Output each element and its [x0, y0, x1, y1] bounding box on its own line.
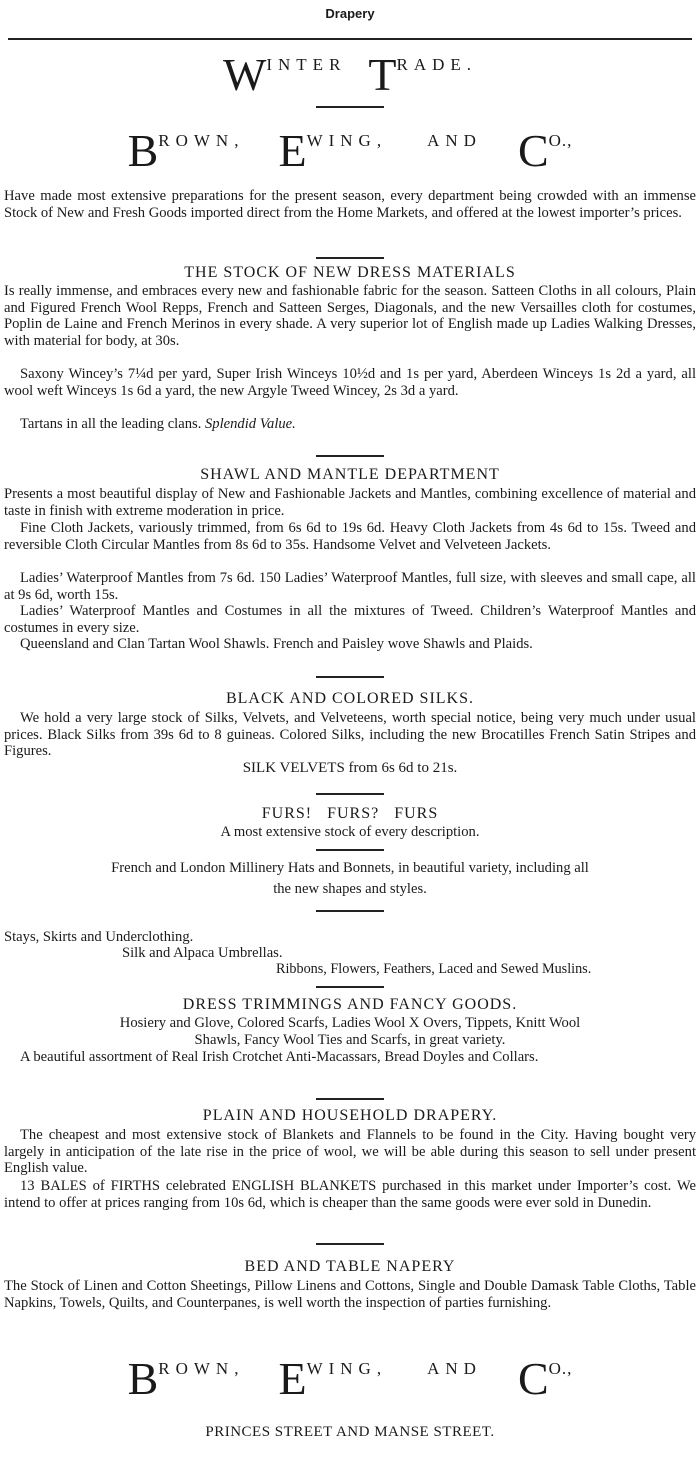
divider: [316, 1098, 384, 1100]
stays-line: Stays, Skirts and Underclothing.: [4, 929, 194, 945]
furs-line: A most extensive stock of every description.: [220, 824, 480, 840]
firm-e-rest: WING,: [306, 1359, 388, 1378]
intro-paragraph: Have made most extensive preparations for the present season, every department being crowded with an immense Stock of New and Fresh Goods imported direct from the Home Markets, and offered at the lowest importer’s prices.: [4, 188, 696, 221]
firm-b-rest: ROWN,: [158, 131, 245, 150]
firm-b-rest: ROWN,: [158, 1359, 245, 1378]
firm-c-rest: O.,: [548, 1359, 573, 1378]
ribbons-line: Ribbons, Flowers, Feathers, Laced and Sewed Muslins.: [276, 961, 592, 977]
divider: [316, 849, 384, 851]
napery-paragraph: The Stock of Linen and Cotton Sheetings, Pillow Linens and Cottons, Single and Double Damask Table Cloths, Table Napkins, Towels, Quilts, and Counterpanes, is well worth the inspection of parties furnishing.: [4, 1278, 696, 1311]
umbrellas-line: Silk and Alpaca Umbrellas.: [122, 945, 283, 961]
firm-name-bottom: [0, 1353, 700, 1404]
silks-heading: BLACK AND COLORED SILKS.: [225, 690, 474, 707]
firm-b-cap: B: [127, 125, 159, 176]
firm-e-cap: E: [278, 1353, 307, 1404]
shawl-paragraph-5: Queensland and Clan Tartan Wool Shawls. French and Paisley wove Shawls and Plaids.: [20, 636, 533, 652]
shawl-paragraph-3: Ladies’ Waterproof Mantles from 7s 6d. 150 Ladies’ Waterproof Mantles, full size, with sleeves and small cape, all at 9s 6d, worth 15s.: [4, 570, 696, 603]
headline-t-rest: RADE.: [396, 55, 478, 74]
shawl-paragraph-4: Ladies’ Waterproof Mantles and Costumes in all the mixtures of Tweed. Children’s Waterproof Mantles and costumes in every size.: [4, 603, 696, 636]
firm-c-rest: O.,: [548, 131, 573, 150]
divider: [316, 257, 384, 259]
millinery-line-2: the new shapes and styles.: [273, 881, 427, 897]
splendid-value-text: Splendid Value.: [205, 416, 296, 432]
headline-w-cap: W: [222, 49, 267, 100]
firm-e-cap: E: [278, 125, 307, 176]
household-paragraph-2: 13 BALES of FIRTHS celebrated ENGLISH BLANKETS purchased in this market under Importer’s cost. We intend to offer at prices ranging from 10s 6d, which is cheaper than the same goods were ever sold in Dunedin.: [4, 1178, 696, 1211]
firm-c-cap: C: [517, 125, 549, 176]
headline-t-cap: T: [368, 49, 397, 100]
trimmings-line-1: Hosiery and Glove, Colored Scarfs, Ladies Wool X Overs, Tippets, Knitt Wool: [119, 1015, 581, 1031]
address-footer: PRINCES STREET AND MANSE STREET.: [205, 1424, 495, 1440]
trimmings-line-2: Shawls, Fancy Wool Ties and Scarfs, in great variety.: [194, 1032, 506, 1048]
dress-paragraph-2: Saxony Wincey’s 7¼d per yard, Super Irish Winceys 10½d and 1s per yard, Aberdeen Winceys 1s 2d a yard, all wool weft Winceys 1s 6d a yard, the new Argyle Tweed Wincey, 2s 3d a yard.: [4, 366, 696, 399]
firm-e-rest: WING,: [306, 131, 388, 150]
trimmings-paragraph: A beautiful assortment of Real Irish Crotchet Anti-Macassars, Bread Doyles and Collars.: [20, 1049, 539, 1065]
divider: [316, 676, 384, 678]
firm-c-cap: C: [517, 1353, 549, 1404]
shawl-paragraph-2: Fine Cloth Jackets, variously trimmed, from 6s 6d to 19s 6d. Heavy Cloth Jackets from 4s 6d to 15s. Tweed and reversible Cloth Circular Mantles from 8s 6d to 35s. Handsome Velvet and Velveteen Jackets.: [4, 520, 696, 553]
napery-heading: BED AND TABLE NAPERY: [244, 1258, 456, 1275]
trimmings-heading: DRESS TRIMMINGS AND FANCY GOODS.: [182, 996, 518, 1013]
millinery-line-1: French and London Millinery Hats and Bonnets, in beautiful variety, including all: [111, 860, 589, 876]
divider: [316, 1243, 384, 1245]
dress-paragraph-1: Is really immense, and embraces every new and fashionable fabric for the season. Satteen Cloths in all colours, Plain and Figured French Wool Repps, French and Satteen Serges, Diagonals, and the new Versailles cloth for costumes, Poplin de Laine and French Merinos in every shade. A very superior lot of English made up Ladies Walking Dresses, with material for body, at 30s.: [4, 283, 696, 349]
divider: [316, 106, 384, 108]
top-rule: [8, 38, 692, 40]
firm-and: AND: [427, 131, 482, 150]
headline-winter-trade: [0, 49, 700, 100]
shawl-paragraph-1: Presents a most beautiful display of New and Fashionable Jackets and Mantles, combining excellence of material and taste in finish with extreme moderation in price.: [4, 486, 696, 519]
divider: [316, 986, 384, 988]
section-label: Drapery: [325, 6, 375, 21]
shawl-heading: SHAWL AND MANTLE DEPARTMENT: [200, 466, 500, 483]
divider: [316, 455, 384, 457]
headline-w-rest: INTER: [266, 55, 347, 74]
dress-heading: THE STOCK OF NEW DRESS MATERIALS: [184, 264, 516, 281]
firm-name-top: [0, 125, 700, 176]
household-paragraph-1: The cheapest and most extensive stock of Blankets and Flannels to be found in the City. Having bought very largely in anticipation of the late rise in the price of wool, we will be able during this season to sell under present English value.: [4, 1127, 696, 1177]
silk-velvets-line: SILK VELVETS from 6s 6d to 21s.: [242, 760, 458, 776]
dress-paragraph-3: [4, 416, 696, 433]
divider: [316, 793, 384, 795]
tartans-text: Tartans in all the leading clans.: [20, 416, 202, 432]
furs-heading: FURS! FURS? FURS: [261, 805, 439, 822]
firm-and: AND: [427, 1359, 482, 1378]
household-heading: PLAIN AND HOUSEHOLD DRAPERY.: [202, 1107, 498, 1124]
firm-b-cap: B: [127, 1353, 159, 1404]
silks-paragraph: We hold a very large stock of Silks, Velvets, and Velveteens, worth special notice, being very much under usual prices. Black Silks from 39s 6d to 8 guineas. Colored Silks, including the new Brocatilles French Satin Stripes and Figures.: [4, 710, 696, 760]
divider: [316, 910, 384, 912]
